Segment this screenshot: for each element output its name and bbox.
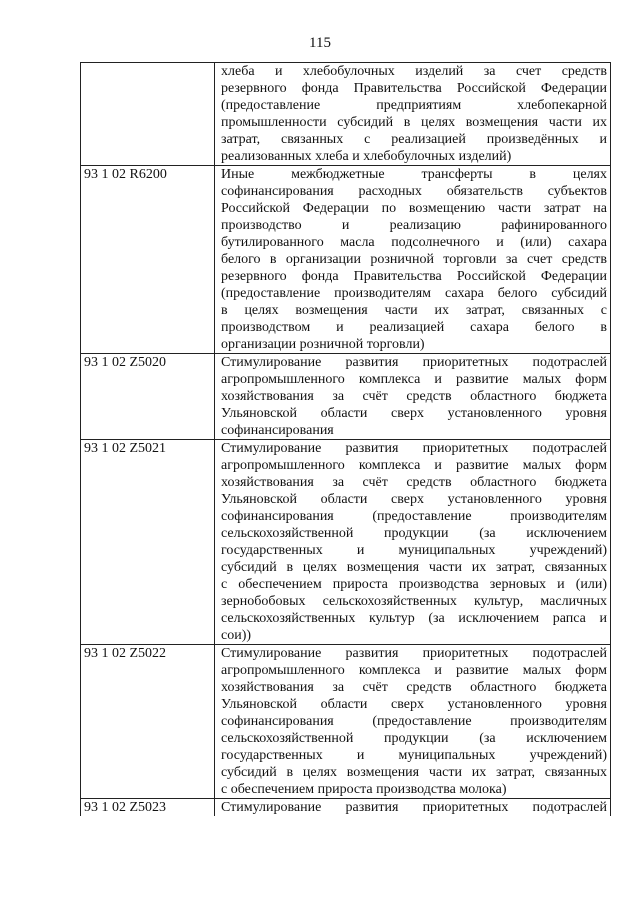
description-line: зернобобовых сельскохозяйственных культур, масличных [221, 594, 607, 609]
budget-classification-table [80, 62, 611, 816]
description-line: Иные межбюджетные трансферты в целях [221, 167, 607, 182]
description-line: Российской Федерации по возмещению части затрат на [221, 201, 607, 216]
description-line: Стимулирование развития приоритетных подотраслей [221, 646, 607, 661]
description-line: софинансирования (предоставление производителям [221, 714, 607, 729]
description-line: софинансирования (предоставление производителям [221, 509, 607, 524]
description-line: софинансирования расходных обязательств субъектов [221, 184, 607, 199]
description-line: резервного фонда Правительства Российской Федерации [221, 81, 607, 96]
code-cell: 93 1 02 Z5022 [81, 645, 215, 799]
description-line: Стимулирование развития приоритетных подотраслей [221, 441, 607, 456]
description-line: государственных и муниципальных учреждений) [221, 748, 607, 763]
description-line: Ульяновской области сверх установленного уровня [221, 406, 607, 421]
description-line: субсидий в целях возмещения части их затрат, связанных [221, 560, 607, 575]
description-line: сельскохозяйственной продукции (за исключением [221, 731, 607, 746]
description-cell [215, 440, 611, 645]
description-line: субсидий в целях возмещения части их затрат, связанных [221, 765, 607, 780]
description-line: с обеспечением прироста производства зерновых и (или) [221, 577, 607, 592]
description-line: хлеба и хлебобулочных изделий за счет средств [221, 64, 607, 79]
description-line: резервного фонда Правительства Российской Федерации [221, 269, 607, 284]
description-line: бутилированного масла подсолнечного и (или) сахара [221, 235, 607, 250]
description-cell [215, 166, 611, 354]
description-cell [215, 354, 611, 440]
description-line: агропромышленного комплекса и развитие малых форм [221, 458, 607, 473]
description-line: хозяйствования за счёт средств областного бюджета [221, 680, 607, 695]
description-line: белого в организации розничной торговли за счет средств [221, 252, 607, 267]
description-line: хозяйствования за счёт средств областного бюджета [221, 475, 607, 490]
table-row [81, 645, 611, 799]
description-line: Ульяновской области сверх установленного уровня [221, 492, 607, 507]
code-cell: 93 1 02 Z5021 [81, 440, 215, 645]
description-line: (предоставление предприятиям хлебопекарной [221, 98, 607, 113]
table-row [81, 63, 611, 166]
description-line: Стимулирование развития приоритетных подотраслей [221, 800, 607, 815]
description-cell [215, 799, 611, 817]
table-row [81, 440, 611, 645]
description-line: реализованных хлеба и хлебобулочных изделий) [221, 149, 512, 164]
description-line: агропромышленного комплекса и развитие малых форм [221, 372, 607, 387]
description-line: производством и реализацией сахара белого в [221, 320, 607, 335]
description-line: сельскохозяйственной продукции (за исключением [221, 526, 607, 541]
description-line: с обеспечением прироста производства молока) [221, 782, 507, 797]
description-line: организации розничной торговли) [221, 337, 425, 352]
description-line: хозяйствования за счёт средств областного бюджета [221, 389, 607, 404]
table-row [81, 166, 611, 354]
description-line: затрат, связанных с реализацией произведённых и [221, 132, 607, 147]
description-line: (предоставление производителям сахара белого субсидий [221, 286, 607, 301]
description-line: промышленности субсидий в целях возмещения части их [221, 115, 607, 130]
description-line: агропромышленного комплекса и развитие малых форм [221, 663, 607, 678]
page-number: 115 [309, 35, 331, 51]
description-line: в целях возмещения части их затрат, связанных с [221, 303, 607, 318]
description-line: государственных и муниципальных учреждений) [221, 543, 607, 558]
code-cell [81, 63, 215, 166]
description-line: производство и реализацию рафинированного [221, 218, 607, 233]
description-line: Ульяновской области сверх установленного уровня [221, 697, 607, 712]
description-line: софинансирования [221, 423, 334, 438]
code-cell: 93 1 02 Z5020 [81, 354, 215, 440]
code-cell: 93 1 02 Z5023 [81, 799, 215, 817]
table-row [81, 354, 611, 440]
description-line: сельскохозяйственных культур (за исключением рапса и [221, 611, 607, 626]
code-cell: 93 1 02 R6200 [81, 166, 215, 354]
description-cell [215, 645, 611, 799]
table-row [81, 799, 611, 817]
description-line: сои)) [221, 628, 252, 643]
description-cell [215, 63, 611, 166]
description-line: Стимулирование развития приоритетных подотраслей [221, 355, 607, 370]
